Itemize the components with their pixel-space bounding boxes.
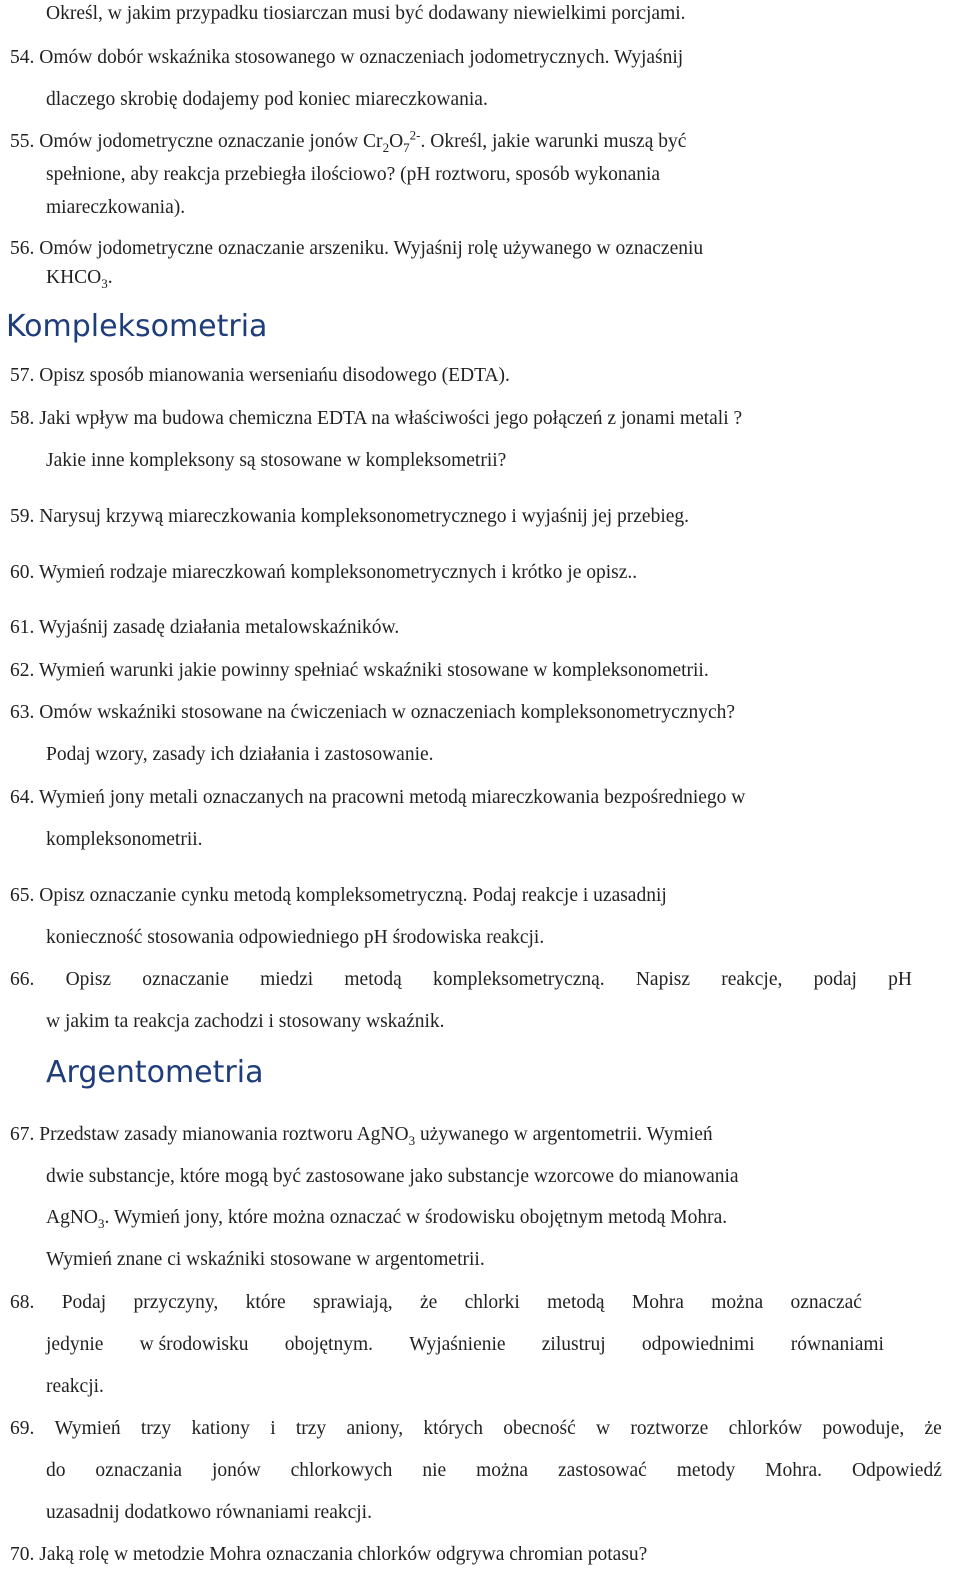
text-line: Określ, w jakim przypadku tiosiarczan musi być dodawany niewielkimi porcjami.: [46, 3, 686, 24]
question-61: 61. Wyjaśnij zasadę działania metalowskaźników.: [10, 617, 400, 638]
question-57: 57. Opisz sposób mianowania werseniańu disodowego (EDTA).: [10, 365, 510, 386]
text-line: kompleksonometrii.: [46, 829, 203, 850]
text-line: do oznaczania jonów chlorkowych nie można zastosować metody Mohra. Odpowiedź: [46, 1460, 942, 1481]
section-heading-argentometria: Argentometria: [46, 1055, 264, 1090]
text-line: w jakim ta reakcja zachodzi i stosowany wskaźnik.: [46, 1011, 445, 1032]
text-line: konieczność stosowania odpowiedniego pH środowiska reakcji.: [46, 927, 545, 948]
question-54: 54. Omów dobór wskaźnika stosowanego w oznaczeniach jodometrycznych. Wyjaśnij: [10, 47, 684, 68]
question-67: 67. Przedstaw zasady mianowania roztworu AgNO$_3$ używanego w argentometrii. Wymień: [10, 1124, 713, 1148]
text-line: jedynie w środowisku obojętnym. Wyjaśnienie zilustruj odpowiednimi równaniami: [46, 1334, 884, 1355]
question-59: 59. Narysuj krzywą miareczkowania kompleksonometrycznego i wyjaśnij jej przebieg.: [10, 506, 690, 527]
question-55: 55. Omów jodometryczne oznaczanie jonów $Cr_2O_7^{2-}$. Określ, jakie warunki muszą być: [10, 127, 687, 155]
text-line: dwie substancje, które mogą być zastosowane jako substancje wzorcowe do mianowania: [46, 1166, 739, 1187]
question-62: 62. Wymień warunki jakie powinny spełniać wskaźniki stosowane w kompleksonometrii.: [10, 660, 709, 681]
question-65: 65. Opisz oznaczanie cynku metodą kompleksometryczną. Podaj reakcje i uzasadnij: [10, 885, 667, 906]
question-64: 64. Wymień jony metali oznaczanych na pracowni metodą miareczkowania bezpośredniego w: [10, 787, 746, 808]
text-line: Podaj wzory, zasady ich działania i zastosowanie.: [46, 744, 434, 765]
section-heading-kompleksometria: Kompleksometria: [6, 309, 268, 344]
text-line: $KHCO_3$.: [46, 267, 113, 291]
question-70: 70. Jaką rolę w metodzie Mohra oznaczania chlorków odgrywa chromian potasu?: [10, 1544, 648, 1565]
question-58: 58. Jaki wpływ ma budowa chemiczna EDTA na właściwości jego połączeń z jonami metali ?: [10, 408, 743, 429]
text-line: uzasadnij dodatkowo równaniami reakcji.: [46, 1502, 372, 1523]
text-line: Wymień znane ci wskaźniki stosowane w argentometrii.: [46, 1249, 485, 1270]
question-68: 68. Podaj przyczyny, które sprawiają, że chlorki metodą Mohra można oznaczać: [10, 1292, 862, 1313]
text-line: reakcji.: [46, 1376, 104, 1397]
text-line: spełnione, aby reakcja przebiegła ilościowo? (pH roztworu, sposób wykonania: [46, 164, 661, 185]
question-63: 63. Omów wskaźniki stosowane na ćwiczeniach w oznaczeniach kompleksonometrycznych?: [10, 702, 736, 723]
question-56: 56. Omów jodometryczne oznaczanie arszeniku. Wyjaśnij rolę używanego w oznaczeniu: [10, 238, 704, 259]
question-69: 69. Wymień trzy kationy i trzy aniony, których obecność w roztworze chlorków powoduje, że: [10, 1418, 942, 1439]
text-line: Jakie inne kompleksony są stosowane w kompleksometrii?: [46, 450, 507, 471]
question-60: 60. Wymień rodzaje miareczkowań kompleksonometrycznych i krótko je opisz..: [10, 562, 638, 583]
text-line: miareczkowania).: [46, 197, 186, 218]
question-66: 66. Opisz oznaczanie miedzi metodą kompleksometryczną. Napisz reakcje, podaj pH: [10, 969, 912, 990]
text-line: dlaczego skrobię dodajemy pod koniec miareczkowania.: [46, 89, 488, 110]
text-line: AgNO$_3$. Wymień jony, które można oznaczać w środowisku obojętnym metodą Mohra.: [46, 1207, 728, 1231]
